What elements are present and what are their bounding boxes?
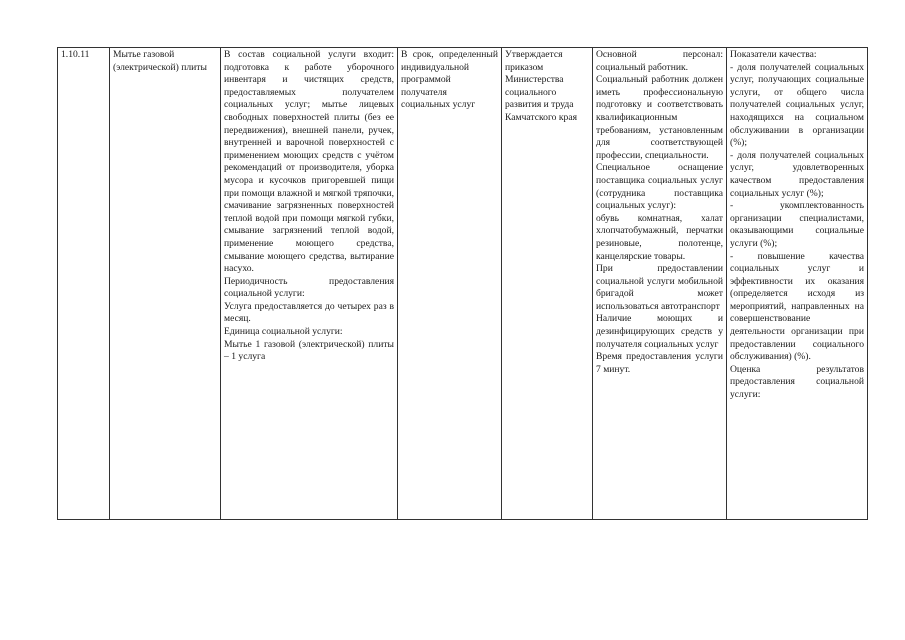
conditions-paragraph: обувь комнатная, халат хлопчатобумажный, перчатки резиновые, полотенце, канцелярские товары. xyxy=(596,212,723,262)
content-paragraph: Мытье 1 газовой (электрической) плиты – 1 услуга xyxy=(224,338,394,363)
content-paragraph: Услуга предоставляется до четырех раз в месяц. xyxy=(224,300,394,325)
content-paragraph: Периодичность предоставления социальной услуги: xyxy=(224,275,394,300)
conditions-paragraph: Наличие моющих и дезинфицирующих средств у получателя социальных услуг xyxy=(596,313,723,350)
service-name-cell xyxy=(110,48,221,520)
conditions-paragraph: Специальное оснащение поставщика социальных услуг (сотрудника поставщика социальных услуг): xyxy=(596,162,723,212)
service-tariff: Утверждается приказом Министерства социального развития и труда Камчатского края xyxy=(505,49,577,123)
table-row xyxy=(58,48,868,520)
service-number: 1.10.11 xyxy=(61,49,90,60)
quality-paragraph: - укомплектованность организации специалистами, оказывающими социальные услуги (%); xyxy=(730,200,864,249)
conditions-paragraph: Время предоставления услуги 7 минут. xyxy=(596,351,723,375)
services-table xyxy=(57,47,868,520)
service-conditions-cell xyxy=(593,48,727,520)
service-term: В срок, определенный индивидуальной программой получателя социальных услуг xyxy=(401,49,498,111)
conditions-paragraph: При предоставлении социальной услуги мобильной бригадой может использоваться автотранспорт xyxy=(596,263,723,312)
service-quality-cell xyxy=(727,48,868,520)
service-tariff-cell xyxy=(502,48,593,520)
quality-paragraph: Оценка результатов предоставления социальной услуги: xyxy=(730,363,864,401)
quality-paragraph: Показатели качества: xyxy=(730,49,817,60)
content-paragraph: В состав социальной услуги входит: подготовка к работе уборочного инвентаря и чистящих средств, предоставляемых получателем социальных услуг; мытье лицевых свободных поверхностей плиты (без ее передвижения), внешней панели, ручек, внутренней и варочной поверхностей с применением моющих средств с учётом рекомендаций от производителя, уборка мусора и кусочков пригоревшей пищи при помощи влажной и мягкой тряпочки, смачивание загрязненных поверхностей теплой водой при помощи мягкой губки, смывание загрязнений теплой водой, применение моющего средства, смывание моющего средства, вытирание насухо. xyxy=(224,49,394,275)
quality-paragraph: - повышение качества социальных услуг и эффективности их оказания (определяется исходя из мероприятий, направленных на совершенствование деятельности организации при предоставлении социального обслуживания) (%). xyxy=(730,250,864,363)
service-number-cell xyxy=(58,48,110,520)
conditions-paragraph: Социальный работник должен иметь профессиональную подготовку и соответствовать квалификационным требованиям, установленным для соответствующей профессии, специальности. xyxy=(596,74,723,161)
quality-paragraph: - доля получателей социальных услуг, получающих социальные услуги, от общего числа получателей социальных услуг, находящихся на социальном обслуживании в организации (%); xyxy=(730,61,864,149)
service-name: Мытье газовой (электрической) плиты xyxy=(113,49,207,73)
quality-paragraph: - доля получателей социальных услуг, удовлетворенных качеством предоставления социальных услуг (%); xyxy=(730,149,864,199)
conditions-paragraph: Основной персонал: социальный работник. xyxy=(596,49,723,73)
service-content-cell xyxy=(221,48,398,520)
content-paragraph: Единица социальной услуги: xyxy=(224,326,343,338)
service-term-cell xyxy=(398,48,502,520)
